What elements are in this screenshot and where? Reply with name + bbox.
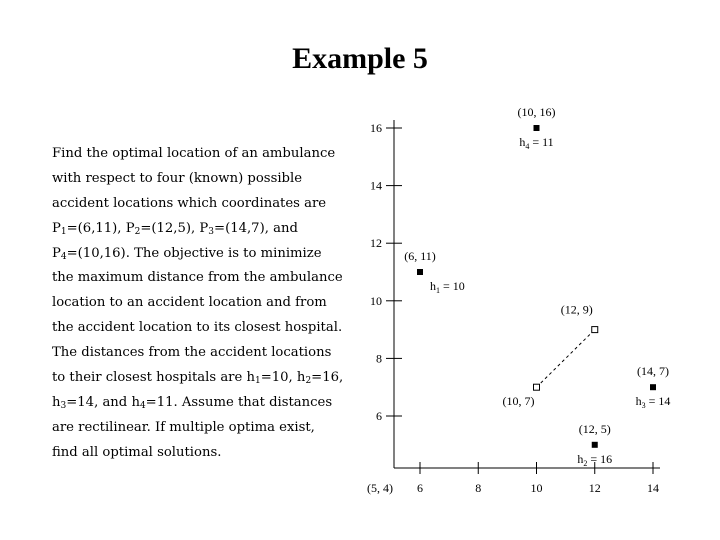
text-run: with respect to four (known) possible <box>52 170 303 186</box>
h-subscript: 4 <box>525 142 530 151</box>
x-tick-label: 8 <box>475 481 482 495</box>
subscript: 3 <box>208 226 215 237</box>
optimal-point-label: (12, 9) <box>560 302 593 317</box>
subscript: 2 <box>305 376 312 387</box>
text-run: are rectilinear. If multiple optima exist, <box>52 419 315 435</box>
subscript: 2 <box>134 226 141 237</box>
x-tick-label: 12 <box>588 481 601 495</box>
h-value: = 14 <box>645 394 671 409</box>
subscript: 3 <box>60 400 67 411</box>
x-tick-label: 10 <box>530 481 543 495</box>
text-run: =(14,7), and <box>214 220 298 236</box>
text-run: Find the optimal location of an ambulance <box>52 146 336 161</box>
accident-point <box>592 442 598 448</box>
accident-point-label: (6, 11) <box>404 249 436 263</box>
optimal-point <box>534 384 540 390</box>
hospital-distance-label <box>577 452 612 468</box>
text-run: =(12,5), P <box>140 220 209 236</box>
accident-point <box>650 384 656 390</box>
text-run: P <box>52 220 61 236</box>
accident-point-label: (14, 7) <box>637 364 669 379</box>
hospital-distance-label <box>519 135 553 151</box>
text-run: =14, and h <box>66 394 140 410</box>
y-tick-label: 14 <box>370 178 382 193</box>
x-tick-label: 14 <box>647 481 659 495</box>
plot-marks <box>404 105 670 468</box>
hospital-distance-label <box>430 279 465 295</box>
h-value: = 11 <box>529 135 554 149</box>
origin-label: (5, 4) <box>367 481 393 495</box>
text-run: P <box>52 245 61 261</box>
h-subscript: 1 <box>436 286 440 295</box>
optimal-point <box>592 327 598 333</box>
y-tick-label: 12 <box>370 236 382 251</box>
y-tick-label: 6 <box>376 409 382 423</box>
h-value: = 10 <box>440 279 465 293</box>
text-run: =11. Assume that distances <box>145 394 333 410</box>
h-symbol: h <box>519 135 526 149</box>
axis-ticks <box>367 121 659 495</box>
accident-point <box>534 125 540 131</box>
text-run: accident locations which coordinates are <box>52 195 327 211</box>
text-run: to their closest hospitals are h <box>52 370 255 386</box>
text-run: find all optimal solutions. <box>52 444 222 460</box>
slide-title: Example 5 <box>292 42 428 75</box>
h-value: = 16 <box>587 451 613 466</box>
text-run: The distances from the accident locations <box>52 345 332 361</box>
text-run: the accident location to its closest hospital. <box>52 320 343 336</box>
y-tick-label: 10 <box>370 293 382 308</box>
subscript: 1 <box>254 376 261 387</box>
text-run: =10, h <box>260 370 306 386</box>
text-run: the maximum distance from the ambulance <box>52 270 343 286</box>
h-subscript: 3 <box>641 401 646 411</box>
subscript: 1 <box>60 226 67 237</box>
accident-point-label: (10, 16) <box>517 105 556 119</box>
x-tick-label: 6 <box>417 481 423 495</box>
accident-point-label: (12, 5) <box>578 421 611 436</box>
text-run: =(10,16). The objective is to minimize <box>66 245 322 261</box>
h-subscript: 2 <box>583 458 588 468</box>
h-symbol: h <box>635 394 642 409</box>
text-run: =(6,11), P <box>66 220 135 236</box>
hospital-distance-label <box>636 394 671 410</box>
h-symbol: h <box>430 279 436 293</box>
y-tick-label: 16 <box>370 121 382 135</box>
optimal-point-label: (10, 7) <box>502 394 535 409</box>
text-run: location to an accident location and from <box>52 295 327 311</box>
text-run: =16, <box>311 370 344 386</box>
y-tick-label: 8 <box>376 351 382 366</box>
text-run: h <box>52 394 61 410</box>
accident-point <box>417 269 423 275</box>
subscript: 4 <box>60 251 67 262</box>
optimal-segment <box>537 330 595 388</box>
h-symbol: h <box>577 451 584 466</box>
subscript: 4 <box>139 400 146 411</box>
